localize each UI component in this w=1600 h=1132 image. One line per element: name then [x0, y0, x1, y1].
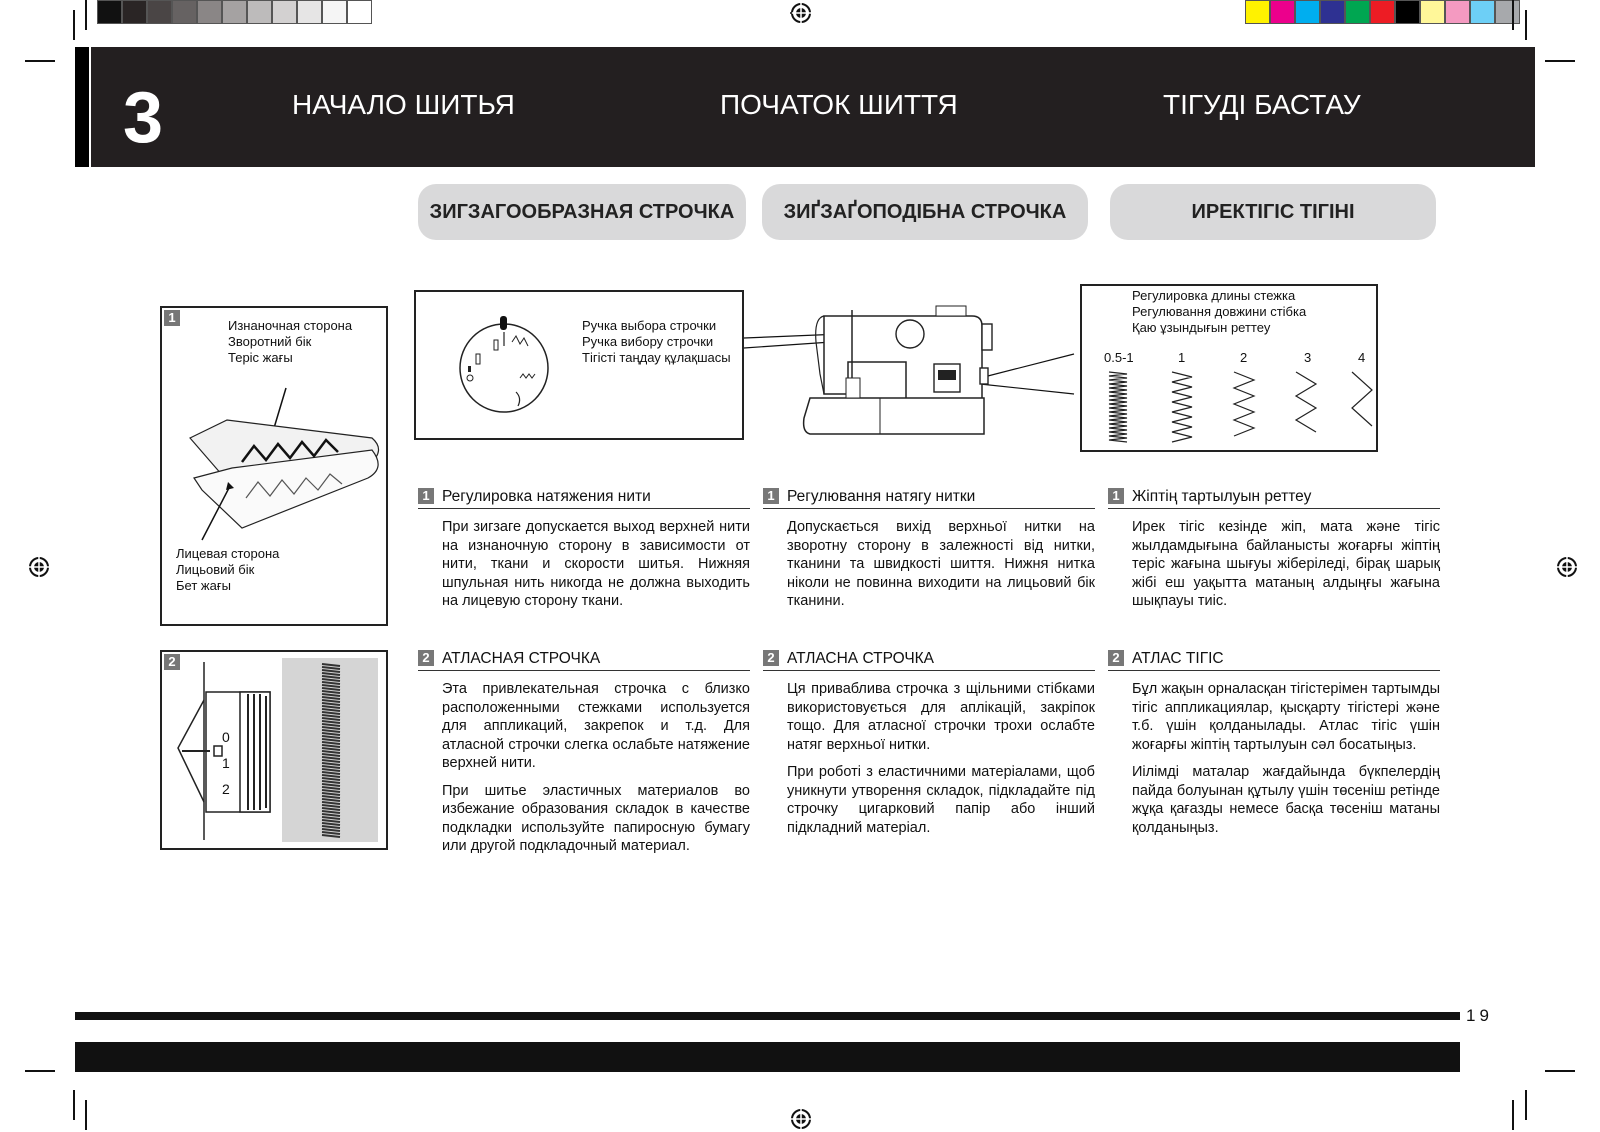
header-title-uk: ПОЧАТОК ШИТТЯ: [720, 89, 958, 120]
calibration-swatch: [122, 0, 147, 24]
reverse-side-label: Изнаночная сторона Зворотний бік Теріс жағы: [228, 318, 353, 365]
crop-mark: [1545, 60, 1575, 62]
crop-mark: [1512, 1100, 1514, 1130]
calibration-swatch: [197, 0, 222, 24]
tension-text-uk: Допускається вихід верхньої нитки на зворотну сторону в залежності від нитки, тканини та швидкості шиття. Нижня нитка ніколи не повинна виходити на лицьовий бік тканини.: [787, 519, 1095, 609]
crop-mark: [1545, 1070, 1575, 1072]
registration-mark-icon: [790, 1108, 812, 1130]
calibration-swatch: [1420, 0, 1445, 24]
calibration-swatch: [97, 0, 122, 24]
header-stripe: [75, 47, 91, 167]
stitch-sample: [1296, 372, 1316, 432]
crop-mark: [73, 10, 75, 40]
calibration-swatch: [1295, 0, 1320, 24]
dial-mark-2: 2: [222, 781, 230, 797]
crop-mark: [85, 0, 87, 30]
sewing-machine-illustration: [740, 294, 1080, 454]
stitch-length-value: 2: [1240, 350, 1248, 365]
section-heading-satin-uk: 2 АТЛАСНА СТРОЧКА: [763, 650, 1095, 671]
pattern-selector-callout: [414, 290, 744, 440]
crop-mark: [25, 1070, 55, 1072]
section-heading-satin-kk: 2 АТЛАС ТІГІС: [1108, 650, 1440, 671]
footer-band: [75, 1042, 1460, 1072]
section-pill-ru: ЗИГЗАГООБРАЗНАЯ СТРОЧКА: [418, 184, 746, 240]
satin-stitch-sample: [282, 658, 378, 842]
footer-rule: [75, 1012, 1460, 1020]
calibration-swatch: [172, 0, 197, 24]
fabric-zigzag-illustration: [172, 378, 382, 548]
stitch-sample: [1352, 372, 1372, 426]
calibration-swatch: [1495, 0, 1520, 24]
stitch-length-value: 0.5-1: [1104, 350, 1134, 365]
satin-text-ru: Эта привлекательная строчка с близко расположенными стежками используется для аппликаций, закрепок и т.д. Для атласной строчки слегка ослабьте натяжение верхней нити. При шитье эластичных материалов во избежание образования складок в качестве подкладки используйте папиросную бумагу или другой подкладочный материал.: [442, 681, 750, 854]
satin-text-kk: Бұл жақын орналасқан тігістерімен тартымды тігіс аппликациялар, қысқарту тігістері және т.б. үшін қолданылады. Атлас тігіс үшін жоғарғы жіптің тартылуын сәл босатыңыз. Иілімді маталар жағдайында бүкпелердің пайда болуынан құтылу үшін төсеніш ретінде жұқа қағазды немесе басқа төсеніш матаны қолданыңыз.: [1132, 681, 1440, 836]
satin-stitch-icon: [282, 658, 378, 842]
stitch-length-value: 1: [1178, 350, 1186, 365]
pattern-selector-label: Ручка выбора строчки Ручка вибору строчки Тігісті таңдау құлақшасы: [582, 318, 731, 365]
calibration-swatch: [147, 0, 172, 24]
section-pill-kk: ИРЕКТІГІС ТІГІНІ: [1110, 184, 1436, 240]
stitch-length-value: 4: [1358, 350, 1366, 365]
registration-mark-icon: [28, 556, 50, 578]
crop-mark: [25, 60, 55, 62]
stitch-sample: [1109, 372, 1127, 442]
calibration-swatch: [1270, 0, 1295, 24]
calibration-swatch: [1395, 0, 1420, 24]
tension-text-kk: Ирек тігіс кезінде жіп, мата және тігіс жылдамдығына байланысты жоғарғы жіптің теріс жағына шығуы жіберіледі, бірақ шарық жібі еш уақытта матаның алдыңғы жағына шықпауы тиіс.: [1132, 519, 1440, 609]
calibration-swatch: [297, 0, 322, 24]
chapter-header: [75, 47, 1535, 167]
stitch-length-label: Регулировка длины стежка Регулювання довжини стібка Қаю ұзындығын реттеу: [1132, 288, 1307, 335]
calibration-swatch: [247, 0, 272, 24]
header-title-ru: НАЧАЛО ШИТЬЯ: [292, 89, 515, 120]
crop-mark: [1512, 0, 1514, 30]
crop-mark: [85, 1100, 87, 1130]
grey-calibration-bar: [97, 0, 372, 24]
calibration-swatch: [1245, 0, 1270, 24]
figure-1-fabric: [160, 306, 388, 626]
calibration-swatch: [272, 0, 297, 24]
satin-text-uk: Ця приваблива строчка з щільними стібками використовується для аплікацій, закріпок тощо. Для атласної строчки трохи ослабте натяг верхньої нитки. При роботі з еластичними матеріалами, щоб уникнути утворення складок, підкладайте під строчку цигарковий папір або інший підкладний матеріал.: [787, 681, 1095, 836]
section-pill-uk: ЗИҐЗАҐОПОДІБНА СТРОЧКА: [762, 184, 1088, 240]
dial-mark-1: 1: [222, 755, 230, 771]
calibration-swatch: [1445, 0, 1470, 24]
crop-mark: [73, 1090, 75, 1120]
calibration-swatch: [322, 0, 347, 24]
section-heading-tension-ru: 1 Регулировка натяжения нити: [418, 488, 750, 509]
tension-text-ru: При зигзаге допускается выход верхней нити на изнаночную сторону в зависимости от нити, ткани и скорости шитья. Нижняя шпульная нить никогда не должна выходить на лицевую сторону ткани.: [442, 519, 750, 609]
header-title-kk: ТІГУДІ БАСТАУ: [1163, 89, 1361, 120]
calibration-swatch: [1320, 0, 1345, 24]
stitch-sample: [1234, 372, 1254, 436]
page-number: 19: [1466, 1006, 1493, 1025]
crop-mark: [1525, 10, 1527, 40]
stitch-length-callout: [1080, 284, 1378, 452]
calibration-swatch: [1370, 0, 1395, 24]
dial-mark-0: 0: [222, 729, 230, 745]
section-heading-satin-ru: 2 АТЛАСНАЯ СТРОЧКА: [418, 650, 750, 671]
figure-badge: 2: [164, 654, 180, 670]
figure-badge: 1: [164, 310, 180, 326]
stitch-sample: [1172, 372, 1192, 442]
front-side-label: Лицевая сторона Лицьовий бік Бет жағы: [176, 546, 280, 593]
stitch-length-samples: [1082, 350, 1380, 446]
section-heading-tension-kk: 1 Жіптің тартылуын реттеу: [1108, 488, 1440, 509]
crop-mark: [1525, 1090, 1527, 1120]
registration-mark-icon: [790, 2, 812, 24]
calibration-swatch: [1470, 0, 1495, 24]
pattern-selector-dial-icon: [452, 312, 556, 416]
calibration-swatch: [347, 0, 372, 24]
dial-marks: [222, 724, 230, 802]
chapter-number: 3: [123, 78, 164, 158]
stitch-zigzag-samples-icon: [1082, 368, 1380, 444]
figure-2-stitch-dial: [160, 650, 388, 850]
color-calibration-bar: [1245, 0, 1520, 24]
stitch-length-value: 3: [1304, 350, 1312, 365]
calibration-swatch: [222, 0, 247, 24]
calibration-swatch: [1345, 0, 1370, 24]
registration-mark-icon: [1556, 556, 1578, 578]
section-heading-tension-uk: 1 Регулювання натягу нитки: [763, 488, 1095, 509]
